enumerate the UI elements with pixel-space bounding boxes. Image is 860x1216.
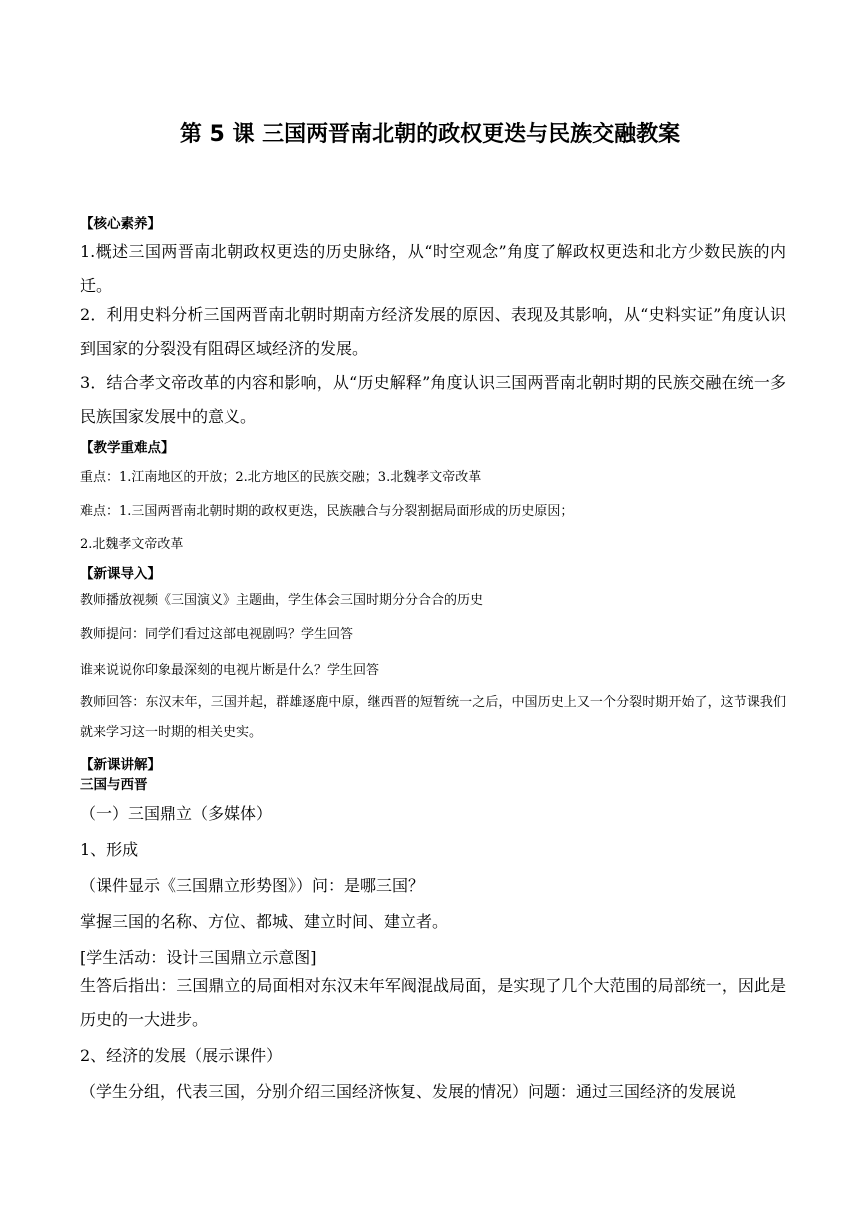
document-title: 第 5 课 三国两晋南北朝的政权更迭与民族交融教案 (179, 122, 681, 147)
intro-item-3: 谁来说说你印象最深刻的电视片断是什么？学生回答 (80, 663, 380, 678)
heading-lecture: 【新课讲解】 (80, 757, 161, 773)
lecture-item-1: （一）三国鼎立（多媒体） (80, 804, 273, 823)
core-literacy-item-3: 3．结合孝文帝改革的内容和影响，从“历史解释”角度认识三国两晋南北朝时期的民族交融在统一多民族国家发展中的意义。 (80, 373, 786, 426)
key-points-difficulty-2: 2.北魏孝文帝改革 (80, 537, 184, 552)
lecture-item-2: 1、形成 (80, 840, 139, 859)
intro-item-1: 教师播放视频《三国演义》主题曲，学生体会三国时期分分合合的历史 (80, 593, 484, 608)
lecture-item-4: 掌握三国的名称、方位、都城、建立时间、建立者。 (80, 912, 449, 931)
subheading-three-kingdoms: 三国与西晋 (80, 777, 148, 793)
lecture-item-6: 生答后指出：三国鼎立的局面相对东汉末年军阀混战局面，是实现了几个大范围的局部统一，因此是历史的一大进步。 (80, 976, 786, 1029)
core-literacy-item-2: 2．利用史料分析三国两晋南北朝时期南方经济发展的原因、表现及其影响，从“史料实证”角度认识到国家的分裂没有阻碍区域经济的发展。 (80, 305, 786, 358)
key-points-difficulty: 难点：1.三国两晋南北朝时期的政权更迭，民族融合与分裂割据局面形成的历史原因； (80, 504, 574, 519)
lecture-item-3: （课件显示《三国鼎立形势图》）问：是哪三国？ (80, 876, 425, 895)
lecture-item-8: （学生分组，代表三国，分别介绍三国经济恢复、发展的情况）问题：通过三国经济的发展说 (80, 1082, 737, 1101)
lecture-item-5: [学生活动：设计三国鼎立示意图] (80, 948, 317, 967)
core-literacy-item-1: 1.概述三国两晋南北朝政权更迭的历史脉络，从“时空观念”角度了解政权更迭和北方少数民族的内迁。 (80, 242, 786, 295)
heading-core-literacy: 【核心素养】 (80, 216, 161, 232)
lecture-item-7: 2、经济的发展（展示课件） (80, 1046, 283, 1065)
heading-intro: 【新课导入】 (80, 566, 161, 582)
key-points-focus: 重点：1.江南地区的开放；2.北方地区的民族交融；3.北魏孝文帝改革 (80, 470, 482, 485)
intro-item-2: 教师提问：同学们看过这部电视剧吗？学生回答 (80, 627, 354, 642)
heading-key-points: 【教学重难点】 (80, 440, 175, 456)
intro-item-4: 教师回答：东汉末年，三国并起，群雄逐鹿中原，继西晋的短暂统一之后，中国历史上又一个分裂时期开始了，这节课我们就来学习这一时期的相关史实。 (80, 695, 786, 740)
